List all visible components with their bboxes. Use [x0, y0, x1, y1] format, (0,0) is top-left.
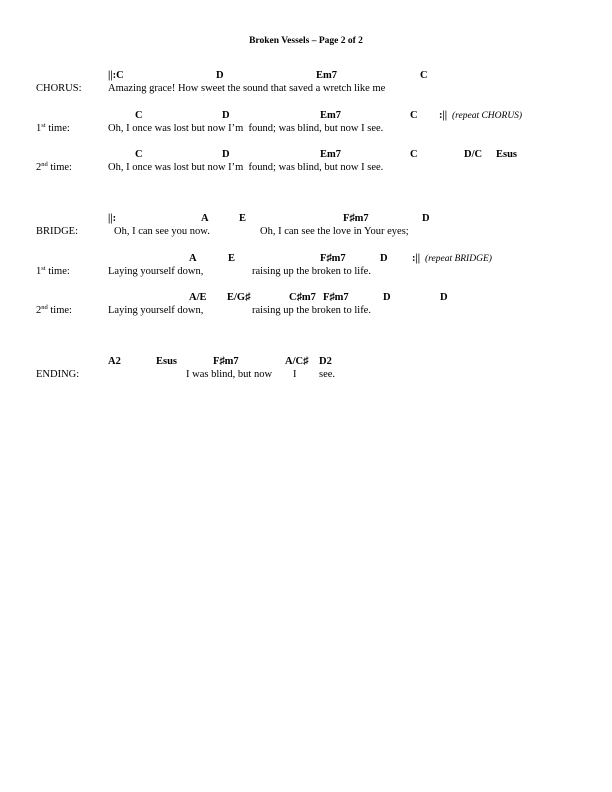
lyric-line: raising up the broken to life.	[252, 305, 371, 316]
section-label-chorus: CHORUS:	[36, 83, 82, 94]
chord: F♯m7	[343, 213, 369, 224]
chord: C♯m7	[289, 292, 316, 303]
chord: D	[222, 110, 230, 121]
chord: F♯m7	[213, 356, 239, 367]
chord: C	[410, 149, 418, 160]
chord: D	[383, 292, 391, 303]
chord: D	[222, 149, 230, 160]
chord: Esus	[156, 356, 178, 367]
lyric-line: Laying yourself down,	[108, 266, 204, 277]
chord: Em7	[320, 149, 341, 160]
repeat-start-sign: ||:	[108, 213, 117, 224]
chord: F♯m7	[320, 253, 346, 264]
chord: A/C♯	[285, 356, 309, 367]
section-label-ending: ENDING:	[36, 369, 80, 380]
chord: A2	[108, 356, 121, 367]
repeat-end-sign: :||	[439, 110, 448, 121]
chord: E	[228, 253, 236, 264]
lyric-line: I	[293, 369, 297, 380]
lyric-line: see.	[319, 369, 336, 380]
repeat-note: (repeat BRIDGE)	[425, 254, 492, 264]
chord: D	[380, 253, 388, 264]
page-title: Broken Vessels – Page 2 of 2	[249, 36, 363, 46]
chord: C	[135, 149, 143, 160]
chord: C	[420, 70, 428, 81]
first-time-label: 1st time:	[36, 122, 70, 134]
chord: A	[201, 213, 209, 224]
lyric-line: Oh, I can see you now.	[114, 226, 210, 237]
chord: C	[410, 110, 418, 121]
section-label-bridge: BRIDGE:	[36, 226, 78, 237]
chord: ||:C	[108, 70, 124, 81]
lyric-line: Oh, I can see the love in Your eyes;	[260, 226, 409, 237]
first-time-label: 1st time:	[36, 265, 70, 277]
lyric-line: Amazing grace! How sweet the sound that saved a wretch like me	[108, 83, 386, 94]
chord: D2	[319, 356, 332, 367]
chord: A	[189, 253, 197, 264]
repeat-end-sign: :||	[412, 253, 421, 264]
chord: D	[440, 292, 448, 303]
lyric-line: Oh, I once was lost but now I’m found; was blind, but now I see.	[108, 123, 384, 134]
lyric-line: Laying yourself down,	[108, 305, 204, 316]
chord: Esus	[496, 149, 518, 160]
chord: D/C	[464, 149, 483, 160]
chord: E	[239, 213, 247, 224]
lyric-line: Oh, I once was lost but now I’m found; was blind, but now I see.	[108, 162, 384, 173]
lyric-line: I was blind, but now	[186, 369, 273, 380]
second-time-label: 2nd time:	[36, 304, 72, 316]
repeat-note: (repeat CHORUS)	[452, 111, 523, 121]
chord: Em7	[316, 70, 337, 81]
second-time-label: 2nd time:	[36, 161, 72, 173]
chord: A/E	[189, 292, 207, 303]
chord: C	[135, 110, 143, 121]
lyric-line: raising up the broken to life.	[252, 266, 371, 277]
chord: Em7	[320, 110, 341, 121]
chord: E/G♯	[227, 292, 251, 303]
chord: D	[216, 70, 224, 81]
chord: F♯m7	[323, 292, 349, 303]
chord: D	[422, 213, 430, 224]
